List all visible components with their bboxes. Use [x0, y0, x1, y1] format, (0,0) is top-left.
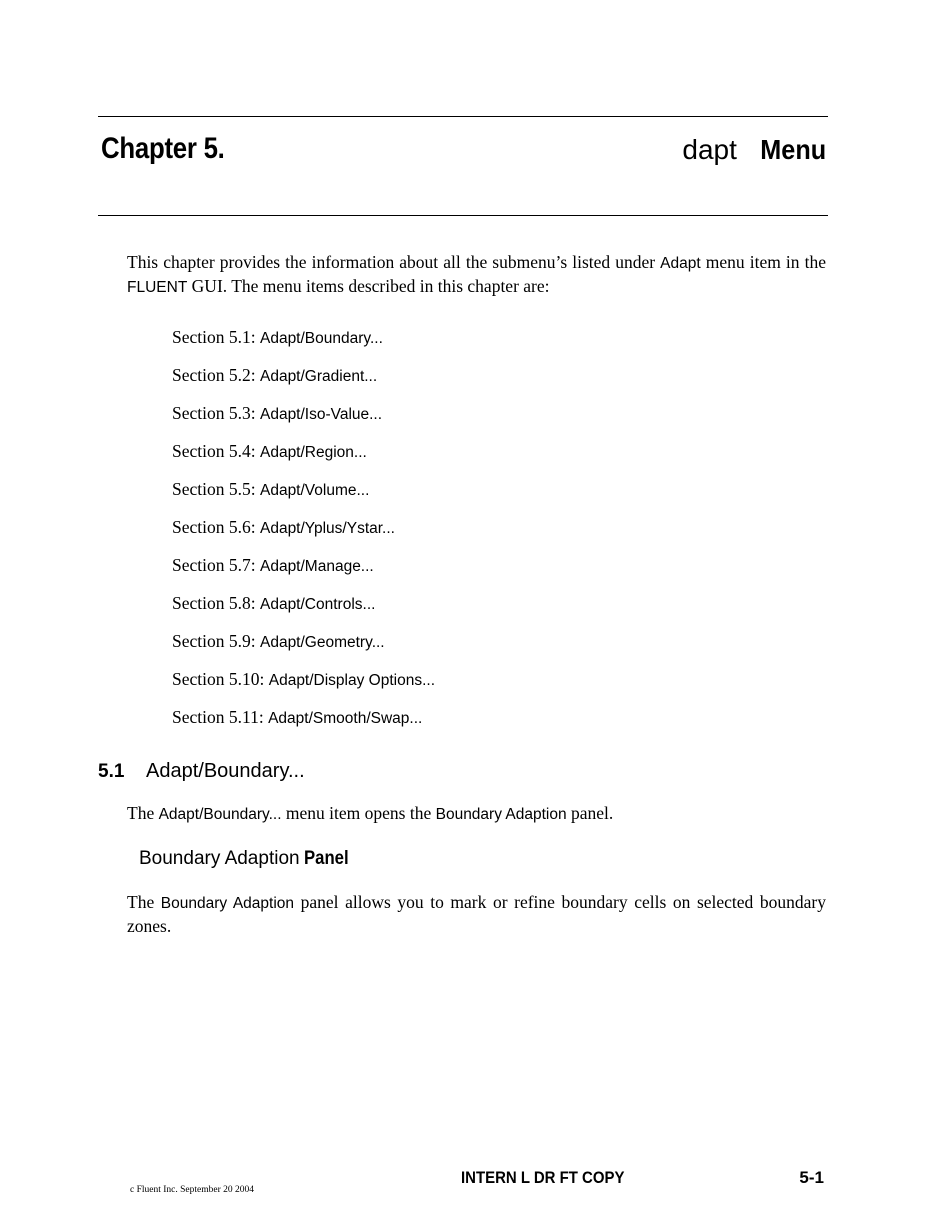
toc-item[interactable] — [172, 403, 435, 441]
toc-section-number: Section 5.7: — [172, 555, 256, 575]
toc-section-number: Section 5.11: — [172, 707, 264, 727]
draft-watermark: INTERN L DR FT COPY — [461, 1168, 625, 1187]
para-text: The — [127, 892, 161, 912]
toc-item-link[interactable]: Adapt/Display Options... — [268, 672, 436, 689]
toc-section-number: Section 5.10: — [172, 669, 265, 689]
panel-paragraph — [127, 891, 826, 938]
subheading-light: Boundary Adaption — [139, 848, 300, 869]
section-heading — [98, 760, 305, 783]
section-number: 5.1 — [98, 761, 125, 782]
toc-section-number: Section 5.1: — [172, 327, 256, 347]
section-paragraph — [127, 802, 826, 826]
app-name: FLUENT — [127, 279, 188, 296]
toc-item[interactable] — [172, 593, 435, 631]
top-rule — [98, 116, 828, 117]
toc-item[interactable] — [172, 327, 435, 365]
toc-item[interactable] — [172, 479, 435, 517]
toc-item-link[interactable]: Adapt/Smooth/Swap... — [268, 710, 423, 727]
menu-item-name: Adapt/Boundary... — [158, 806, 282, 823]
toc-item-link[interactable]: Adapt/Iso-Value... — [259, 406, 383, 423]
toc-section-number: Section 5.2: — [172, 365, 256, 385]
toc-item[interactable] — [172, 517, 435, 555]
toc-item[interactable] — [172, 669, 435, 707]
para-text: panel allows you to mark or refine boundary cells on selected boundary zones. — [127, 892, 826, 936]
panel-name: Boundary Adaption — [160, 895, 295, 912]
toc-section-number: Section 5.4: — [172, 441, 256, 461]
section-list — [172, 327, 435, 745]
chapter-title-bold: Menu — [760, 134, 826, 165]
subheading-bold: Panel — [303, 848, 349, 869]
bottom-rule — [98, 215, 828, 216]
menu-name: Adapt — [660, 255, 701, 272]
toc-item-link[interactable]: Adapt/Boundary... — [259, 330, 383, 347]
toc-item-link[interactable]: Adapt/Yplus/Ystar... — [259, 520, 395, 537]
toc-item-link[interactable]: Adapt/Gradient... — [259, 368, 378, 385]
toc-item-link[interactable]: Adapt/Controls... — [259, 596, 376, 613]
toc-item[interactable] — [172, 365, 435, 403]
chapter-title-light: dapt — [682, 134, 737, 165]
toc-section-number: Section 5.6: — [172, 517, 256, 537]
intro-text: This chapter provides the information about all the submenu’s listed under — [127, 252, 661, 272]
toc-section-number: Section 5.5: — [172, 479, 256, 499]
toc-section-number: Section 5.3: — [172, 403, 256, 423]
page-number: 5-1 — [799, 1168, 824, 1187]
toc-section-number: Section 5.8: — [172, 593, 256, 613]
para-text: The — [127, 803, 159, 823]
toc-item-link[interactable]: Adapt/Manage... — [259, 558, 374, 575]
copyright-footer: c Fluent Inc. September 20 2004 — [130, 1185, 255, 1195]
toc-item-link[interactable]: Adapt/Geometry... — [259, 634, 385, 651]
toc-item[interactable] — [172, 707, 435, 745]
toc-item-link[interactable]: Adapt/Region... — [259, 444, 367, 461]
toc-section-number: Section 5.9: — [172, 631, 256, 651]
intro-text: GUI. The menu items described in this chapter are: — [187, 276, 550, 296]
para-text: menu item opens the — [281, 803, 436, 823]
intro-text: menu item in the — [700, 252, 826, 272]
toc-item[interactable] — [172, 631, 435, 669]
chapter-label: Chapter 5. — [101, 132, 225, 165]
toc-item-link[interactable]: Adapt/Volume... — [259, 482, 370, 499]
toc-item[interactable] — [172, 555, 435, 593]
para-text: panel. — [566, 803, 614, 823]
section-title: Adapt/Boundary... — [146, 760, 305, 782]
panel-subheading — [139, 848, 354, 870]
intro-paragraph — [127, 251, 826, 299]
panel-name: Boundary Adaption — [435, 806, 567, 823]
toc-item[interactable] — [172, 441, 435, 479]
chapter-title — [682, 134, 826, 166]
